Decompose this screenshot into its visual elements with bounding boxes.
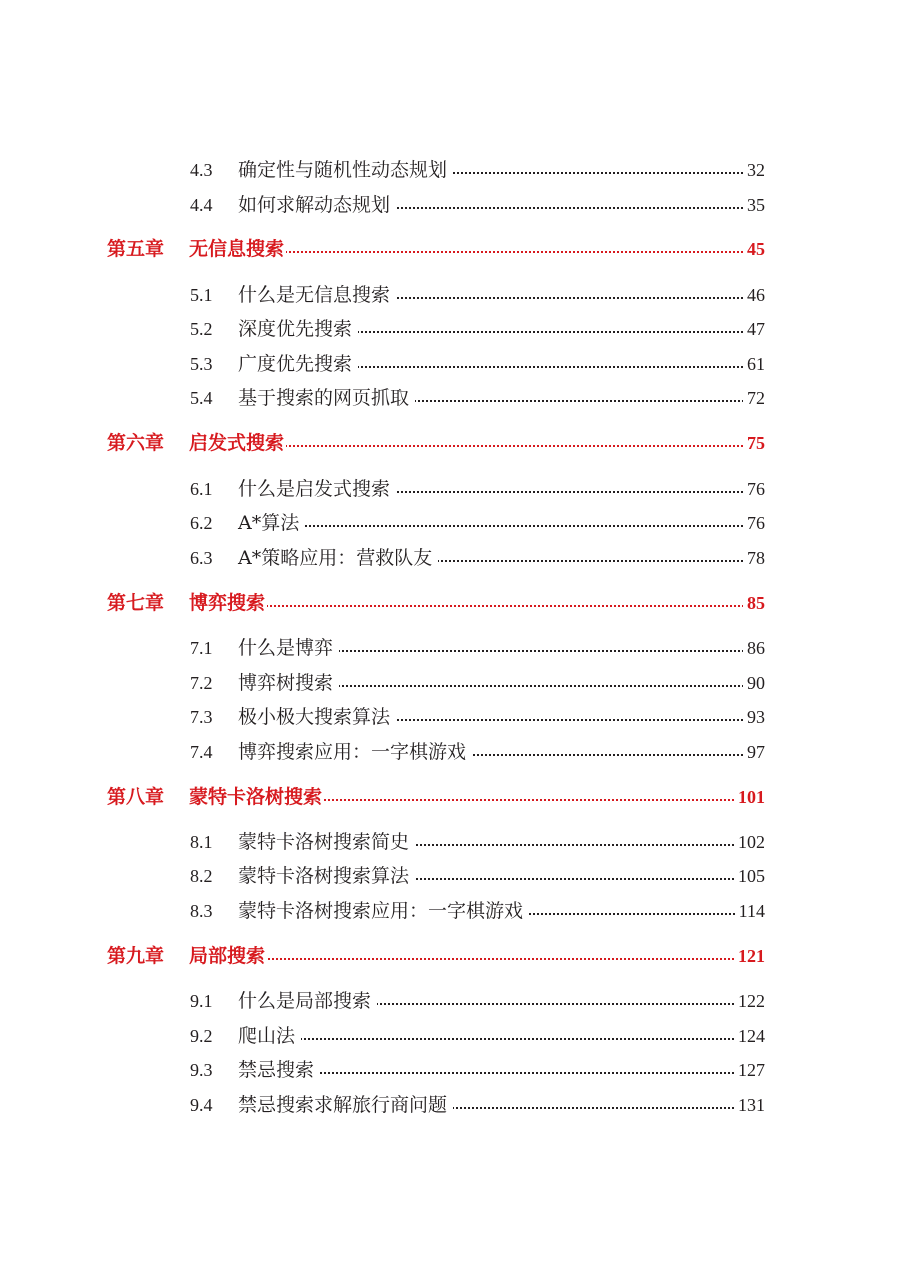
toc-section-row[interactable]: [0, 827, 900, 857]
toc-section-row[interactable]: [0, 702, 900, 732]
section-title: 禁忌搜索求解旅行商问题: [238, 1090, 453, 1120]
section-number: 5.4: [190, 388, 213, 408]
section-number: 9.1: [190, 991, 213, 1011]
section-title: 广度优先搜索: [238, 349, 358, 379]
page-number: 78: [743, 543, 765, 573]
section-title: 确定性与随机性动态规划: [238, 155, 453, 185]
page-number: 85: [743, 588, 765, 618]
page-number: 90: [743, 668, 765, 698]
page-number: 93: [743, 702, 765, 732]
chapter-title: 启发式搜索: [189, 428, 286, 458]
toc-section-row[interactable]: [0, 349, 900, 379]
dot-leader: [354, 327, 747, 333]
section-title: 博弈搜索应用：一字棋游戏: [238, 737, 472, 767]
chapter-number: 第七章: [107, 592, 165, 614]
page-number: 127: [734, 1055, 765, 1085]
toc-section-row[interactable]: [0, 280, 900, 310]
chapter-number: 第五章: [107, 238, 165, 260]
dot-leader: [316, 1068, 738, 1074]
section-title: 爬山法: [238, 1021, 301, 1051]
section-number: 6.3: [190, 548, 213, 568]
page-number: 32: [743, 155, 765, 185]
section-title: A*算法: [238, 508, 305, 538]
page-number: 124: [734, 1021, 765, 1051]
dot-leader: [392, 715, 747, 721]
page-number: 101: [734, 782, 765, 812]
toc-section-row[interactable]: [0, 155, 900, 185]
section-title: 蒙特卡洛树搜索简史: [238, 827, 415, 857]
section-number: 9.2: [190, 1026, 213, 1046]
dot-leader: [392, 293, 747, 299]
toc-section-row[interactable]: [0, 668, 900, 698]
toc-section-row[interactable]: [0, 474, 900, 504]
dot-leader: [320, 795, 738, 801]
page-number: 121: [734, 941, 765, 971]
section-number: 6.1: [190, 479, 213, 499]
page-number: 72: [743, 383, 765, 413]
toc-section-row[interactable]: [0, 861, 900, 891]
section-title: A*策略应用：营救队友: [238, 543, 438, 573]
toc-section-row[interactable]: [0, 633, 900, 663]
dot-leader: [392, 487, 747, 493]
page-number: 46: [743, 280, 765, 310]
dot-leader: [525, 909, 739, 915]
section-title: 什么是无信息搜索: [238, 280, 396, 310]
dot-leader: [335, 646, 747, 652]
toc-chapter-row[interactable]: [0, 782, 900, 812]
toc-section-row[interactable]: [0, 508, 900, 538]
page-number: 61: [743, 349, 765, 379]
dot-leader: [263, 954, 738, 960]
section-number: 9.4: [190, 1095, 213, 1115]
toc-chapter-row[interactable]: [0, 588, 900, 618]
page-number: 102: [734, 827, 765, 857]
dot-leader: [449, 1103, 738, 1109]
section-title: 什么是启发式搜索: [238, 474, 396, 504]
section-number: 7.3: [190, 707, 213, 727]
section-number: 7.4: [190, 742, 213, 762]
toc-section-row[interactable]: [0, 383, 900, 413]
chapter-title: 局部搜索: [189, 941, 267, 971]
dot-leader: [373, 999, 738, 1005]
dot-leader: [282, 247, 747, 253]
section-title: 蒙特卡洛树搜索算法: [238, 861, 415, 891]
dot-leader: [263, 601, 747, 607]
section-title: 什么是博弈: [238, 633, 339, 663]
toc-section-row[interactable]: [0, 896, 900, 926]
page-number: 76: [743, 508, 765, 538]
page-number: 45: [743, 234, 765, 264]
dot-leader: [411, 840, 738, 846]
section-title: 博弈树搜索: [238, 668, 339, 698]
toc-section-row[interactable]: [0, 1055, 900, 1085]
toc-section-row[interactable]: [0, 986, 900, 1016]
toc-chapter-row[interactable]: [0, 941, 900, 971]
section-number: 5.2: [190, 319, 213, 339]
section-number: 4.4: [190, 195, 213, 215]
toc-section-row[interactable]: [0, 190, 900, 220]
toc-chapter-row[interactable]: [0, 428, 900, 458]
dot-leader: [411, 874, 738, 880]
dot-leader: [301, 521, 747, 527]
section-title: 深度优先搜索: [238, 314, 358, 344]
section-title: 蒙特卡洛树搜索应用：一字棋游戏: [238, 896, 529, 926]
section-number: 4.3: [190, 160, 213, 180]
section-title: 如何求解动态规划: [238, 190, 396, 220]
section-number: 6.2: [190, 513, 213, 533]
page-number: 86: [743, 633, 765, 663]
dot-leader: [392, 203, 747, 209]
toc-section-row[interactable]: [0, 314, 900, 344]
dot-leader: [449, 168, 747, 174]
section-title: 禁忌搜索: [238, 1055, 320, 1085]
dot-leader: [297, 1034, 738, 1040]
page-number: 76: [743, 474, 765, 504]
chapter-title: 无信息搜索: [189, 234, 286, 264]
chapter-title: 蒙特卡洛树搜索: [189, 782, 324, 812]
section-number: 7.1: [190, 638, 213, 658]
page-number: 131: [734, 1090, 765, 1120]
chapter-title: 博弈搜索: [189, 588, 267, 618]
section-title: 基于搜索的网页抓取: [238, 383, 415, 413]
section-title: 什么是局部搜索: [238, 986, 377, 1016]
section-title: 极小极大搜索算法: [238, 702, 396, 732]
toc-section-row[interactable]: [0, 1021, 900, 1051]
section-number: 5.1: [190, 285, 213, 305]
chapter-number: 第八章: [107, 786, 165, 808]
section-number: 8.3: [190, 901, 213, 921]
section-number: 5.3: [190, 354, 213, 374]
page-number: 105: [734, 861, 765, 891]
dot-leader: [468, 750, 747, 756]
toc-section-row[interactable]: [0, 543, 900, 573]
chapter-number: 第九章: [107, 945, 165, 967]
page-number: 75: [743, 428, 765, 458]
section-number: 8.1: [190, 832, 213, 852]
dot-leader: [335, 681, 747, 687]
dot-leader: [354, 362, 747, 368]
section-number: 9.3: [190, 1060, 213, 1080]
chapter-number: 第六章: [107, 432, 165, 454]
toc-chapter-row[interactable]: [0, 234, 900, 264]
toc-section-row[interactable]: [0, 737, 900, 767]
dot-leader: [282, 441, 747, 447]
dot-leader: [434, 556, 747, 562]
page-number: 122: [734, 986, 765, 1016]
section-number: 8.2: [190, 866, 213, 886]
dot-leader: [411, 396, 747, 402]
section-number: 7.2: [190, 673, 213, 693]
page-number: 114: [735, 896, 765, 926]
page-number: 97: [743, 737, 765, 767]
page-number: 47: [743, 314, 765, 344]
page-number: 35: [743, 190, 765, 220]
toc-section-row[interactable]: [0, 1090, 900, 1120]
